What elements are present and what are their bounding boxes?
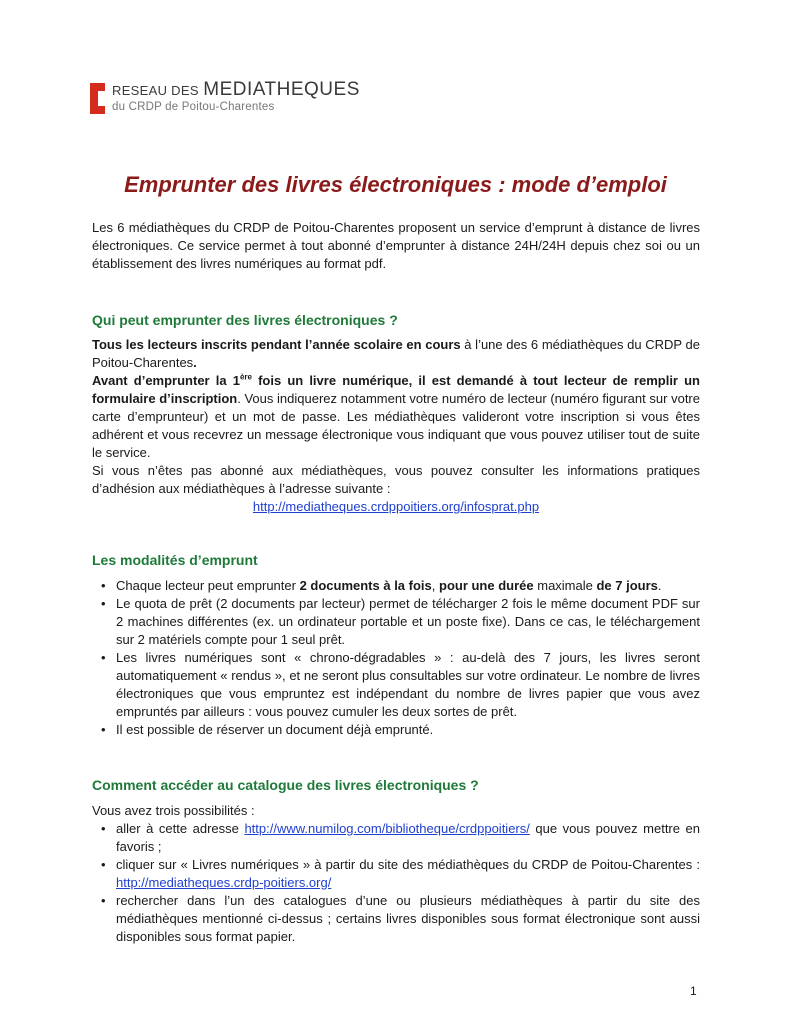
section2-list <box>92 577 700 739</box>
section1-p2-bold-b: fois un livre numérique, il est demandé à tout lecteur de remplir un formulaire d’inscription <box>92 373 700 406</box>
list-item: • cliquer sur « Livres numériques » à partir du site des médiathèques du CRDP de Poitou-Charentes : http://mediatheques.crdp-poitiers.org/ <box>92 856 700 892</box>
list-item: • Chaque lecteur peut emprunter 2 documents à la fois, pour une durée maximale de 7 jours. <box>92 577 700 595</box>
section2-heading: Les modalités d’emprunt <box>92 552 258 568</box>
list-item: • Les livres numériques sont « chrono-dégradables » : au-delà des 7 jours, les livres seront automatiquement « rendus », et ne seront plus consultables sur votre ordinateur. Le nombre de livres électroniques que vous empruntez est indépendant du nombre de livres papier que vous avez empruntés par ailleurs : vous pouvez cumuler les deux sortes de prêt. <box>92 649 700 721</box>
section1-p1-bold: Tous les lecteurs inscrits pendant l’année scolaire en cours <box>92 337 461 352</box>
section1-p1-rest: à l’une des 6 médiathèques du CRDP de Poitou-Charentes <box>92 337 700 370</box>
list-item: • Le quota de prêt (2 documents par lecteur) permet de télécharger 2 fois le même document PDF sur 2 machines différentes (ex. un ordinateur portable et un poste fixe). Dans ce cas, le téléchargement sur 2 matériels compte pour 1 seul prêt. <box>92 595 700 649</box>
section1-p2 <box>92 372 700 462</box>
section1-p2-rest: . Vous indiquerez notamment votre numéro de lecteur (numéro figurant sur votre carte d’emprunteur) et un mot de passe. Les médiathèques valideront votre inscription si vous êtes adhérent et vous recevrez un message électronique vous indiquant que vous pouvez utiliser tout de suite le service. <box>92 391 700 460</box>
infosprat-link[interactable]: http://mediatheques.crdppoitiers.org/infosprat.php <box>252 499 540 514</box>
numilog-link[interactable]: http://www.numilog.com/bibliotheque/crdppoitiers/ <box>244 821 530 836</box>
intro-paragraph <box>92 219 700 273</box>
section2-body <box>92 577 700 739</box>
section3-list <box>92 820 700 946</box>
section3-heading: Comment accéder au catalogue des livres électroniques ? <box>92 777 479 793</box>
section1-p2-bold-a: Avant d’emprunter la 1 <box>92 373 240 388</box>
section1-p1-end: . <box>193 355 197 370</box>
list-item: • aller à cette adresse http://www.numilog.com/bibliotheque/crdppoitiers/ que vous pouvez mettre en favoris ; <box>92 820 700 856</box>
section3-intro: Vous avez trois possibilités : <box>92 803 255 818</box>
logo-big-text: MEDIATHEQUES <box>203 79 360 100</box>
section1-p3: Si vous n’êtes pas abonné aux médiathèques, vous pouvez consulter les informations pratiques d’adhésion aux médiathèques à l’adresse suivante : <box>92 463 700 496</box>
section1-p1 <box>92 336 700 372</box>
list-item: • Il est possible de réserver un document déjà emprunté. <box>92 721 700 739</box>
intro-text: Les 6 médiathèques du CRDP de Poitou-Charentes proposent un service d’emprunt à distance de livres électroniques. Ce service permet à tout abonné d’emprunter à distance 24H/24H depuis chez soi ou un établissement des livres numériques au format pdf. <box>92 220 700 271</box>
mediatheques-link[interactable]: http://mediatheques.crdp-poitiers.org/ <box>116 875 332 890</box>
logo-subtitle: du CRDP de Poitou-Charentes <box>112 101 275 113</box>
page-number: 1 <box>690 984 697 998</box>
page-title: Emprunter des livres électroniques : mode d’emploi <box>124 172 667 197</box>
section1-p2-sup: ère <box>239 372 252 382</box>
list-item: • rechercher dans l’un des catalogues d’une ou plusieurs médiathèques à partir du site des médiathèques mentionné ci-dessus ; certains livres disponibles sous format électronique sont aussi disponibles sous format papier. <box>92 892 700 946</box>
section3-body <box>92 802 700 946</box>
section1-body <box>92 336 700 516</box>
section1-link-line <box>92 498 700 516</box>
logo-mark-icon <box>90 83 105 114</box>
logo <box>90 79 360 120</box>
logo-line1 <box>112 80 360 101</box>
section1-heading: Qui peut emprunter des livres électroniques ? <box>92 312 398 328</box>
logo-small-text: RESEAU DES <box>112 83 199 98</box>
